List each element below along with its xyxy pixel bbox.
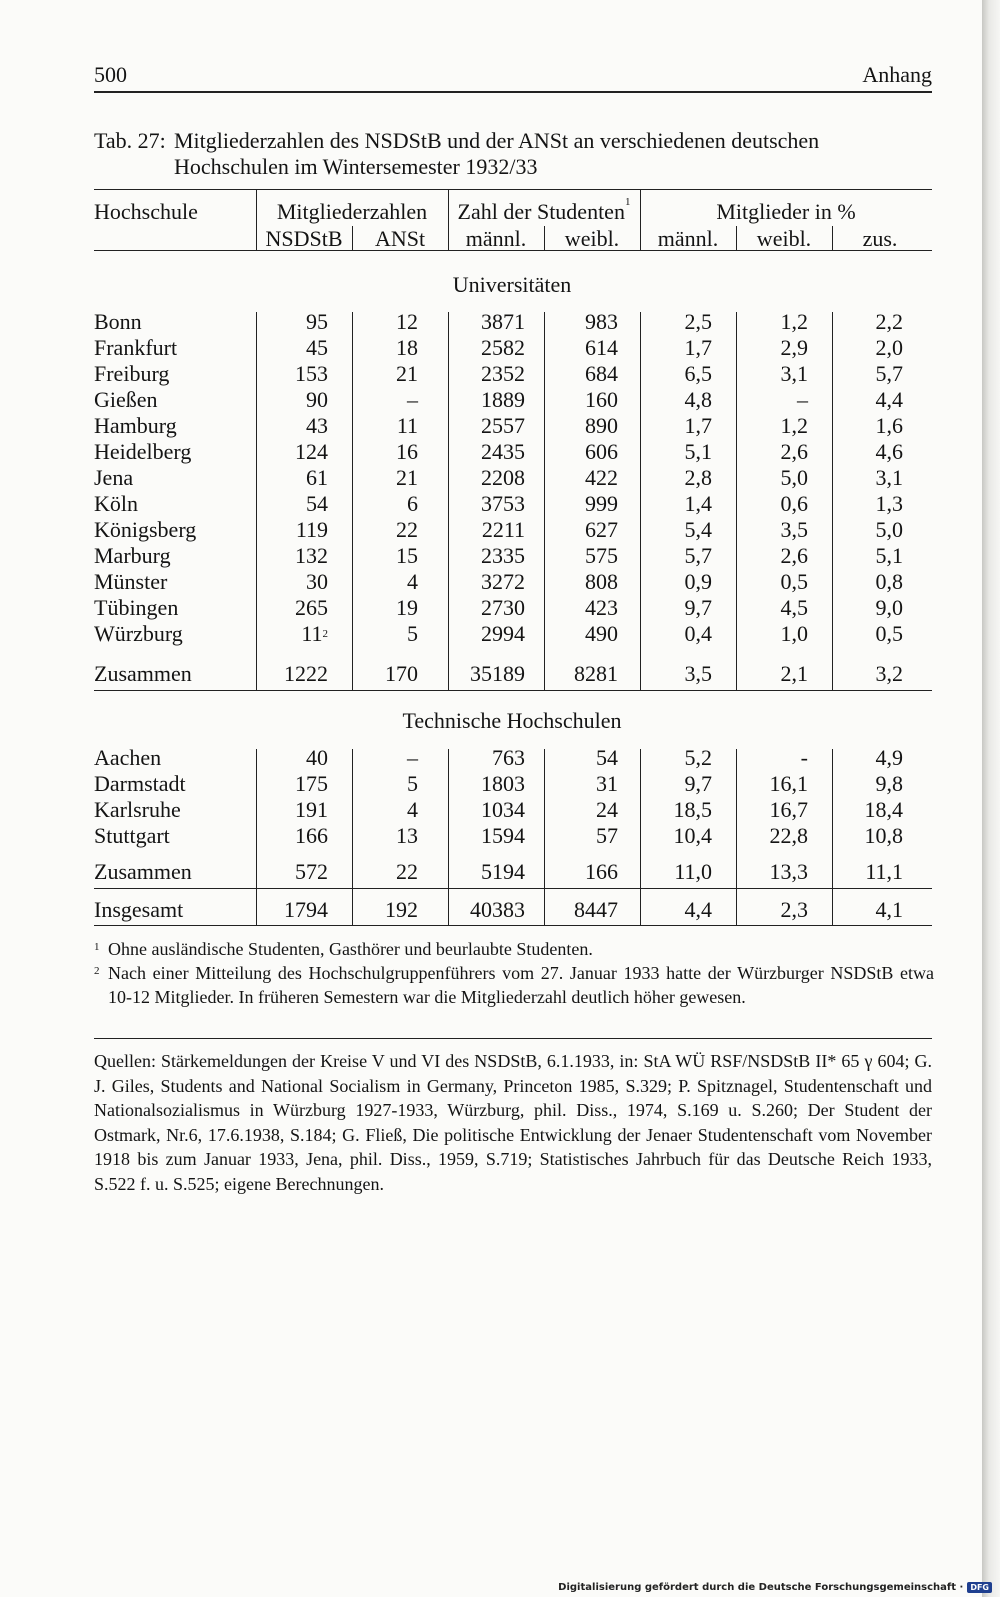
cell-pct-maennl: 9,7: [684, 771, 712, 796]
footnote-2: [94, 961, 934, 1009]
cell-studenten-weibl: 24: [596, 797, 618, 822]
cell-pct-weibl: 2,9: [780, 335, 808, 360]
cell-nsdstb: 119: [295, 517, 328, 542]
cell-anst: 4: [407, 797, 418, 822]
cell-anst: 12: [396, 309, 418, 334]
cell-nsdstb: 54: [306, 491, 328, 516]
cell-studenten-maennl: 35189: [470, 661, 525, 686]
cell-nsdstb: 572: [295, 859, 328, 884]
cell-pct-zus: 2,2: [875, 309, 903, 334]
cell-label: Zusammen: [94, 661, 192, 686]
cell-hochschule: Darmstadt: [94, 771, 186, 796]
cell-pct-weibl: 2,1: [780, 661, 808, 686]
cell-pct-weibl: 2,3: [780, 897, 808, 922]
cell-studenten-maennl: 2335: [481, 543, 525, 568]
cell-anst: 21: [396, 465, 418, 490]
cell-nsdstb: 45: [306, 335, 328, 360]
running-title: Anhang: [862, 62, 932, 87]
table-row: [0, 595, 982, 621]
cell-anst: 22: [396, 517, 418, 542]
header-divider: [256, 190, 257, 250]
cell-pct-maennl: 6,5: [684, 361, 712, 386]
cell-anst: 170: [385, 661, 418, 686]
cell-anst: 18: [396, 335, 418, 360]
table-row: [0, 517, 982, 543]
cell-studenten-weibl: 31: [596, 771, 618, 796]
cell-hochschule: Hamburg: [94, 413, 177, 438]
footnote-mark: 2: [94, 965, 100, 977]
cell-studenten-maennl: 2208: [481, 465, 525, 490]
cell-studenten-maennl: 1034: [481, 797, 525, 822]
credit-text: Digitalisierung gefördert durch die Deutsche Forschungsgemeinschaft ·: [558, 1582, 964, 1593]
cell-pct-weibl: –: [797, 387, 808, 412]
cell-nsdstb-with-note: [248, 621, 328, 647]
cell-pct-zus: 5,1: [875, 543, 903, 568]
subheader-anst: ANSt: [374, 226, 426, 251]
footnote-text: Nach einer Mitteilung des Hochschulgruppenführers vom 27. Januar 1933 hatte der Würzburger NSDStB etwa 10-12 Mitglieder. In früheren Semestern war die Mitgliederzahl deutlich höher gewesen.: [108, 963, 934, 1007]
cell-studenten-maennl: 2557: [481, 413, 525, 438]
cell-nsdstb: 1222: [284, 661, 328, 686]
cell-anst: 16: [396, 439, 418, 464]
cell-pct-zus: 0,8: [875, 569, 903, 594]
cell-studenten-maennl: 2730: [481, 595, 525, 620]
cell-pct-weibl: 16,1: [769, 771, 808, 796]
cell-nsdstb: 90: [306, 387, 328, 412]
cell-pct-weibl: 2,6: [780, 439, 808, 464]
table-row: [0, 797, 982, 823]
cell-hochschule: Bonn: [94, 309, 142, 334]
cell-pct-zus: 3,1: [875, 465, 903, 490]
cell-pct-zus: 11,1: [865, 859, 903, 884]
cell-pct-maennl: 1,4: [684, 491, 712, 516]
cell-anst: 5: [407, 771, 418, 796]
column-group-prozent: Mitglieder in %: [716, 199, 856, 224]
header-divider: [352, 226, 353, 250]
sources-paragraph: Quellen: Stärkemeldungen der Kreise V und VI des NSDStB, 6.1.1933, in: StA WÜ RSF/NSDStB II* 65 γ 604; G. J. Giles, Students and National Socialism in Germany, Princeton 1985, S.329; P. Spitznagel, Studentenschaft und Nationalsozialismus in Würzburg 1927-1933, Würzburg, phil. Diss., 1974, S.169 u. S.260; Der Student der Ostmark, Nr.6, 17.6.1938, S.184; G. Fließ, Die politische Entwicklung der Jenaer Studentenschaft vom November 1918 bis zum Januar 1933, Jena, phil. Diss., 1959, S.719; Statistisches Jahrbuch für das Deutsche Reich 1933, S.522 f. u. S.525; eigene Berechnungen.: [94, 1051, 932, 1194]
cell-pct-weibl: 1,2: [780, 309, 808, 334]
cell-pct-maennl: 3,5: [684, 661, 712, 686]
cell-pct-weibl: 0,5: [780, 569, 808, 594]
cell-anst: –: [407, 387, 418, 412]
cell-hochschule: Köln: [94, 491, 138, 516]
cell-nsdstb: 11: [301, 621, 323, 646]
table-row: [0, 309, 982, 335]
cell-anst: 19: [396, 595, 418, 620]
section-title-technical: Technische Hochschulen: [402, 708, 622, 733]
cell-pct-maennl: 4,8: [684, 387, 712, 412]
cell-anst: 4: [407, 569, 418, 594]
subheader-nsdstb: NSDStB: [265, 226, 343, 251]
cell-pct-weibl: 5,0: [780, 465, 808, 490]
cell-pct-maennl: 5,7: [684, 543, 712, 568]
table-top-rule: [94, 189, 932, 190]
cell-studenten-maennl: 1803: [481, 771, 525, 796]
cell-nsdstb: 124: [295, 439, 328, 464]
header-divider: [640, 190, 641, 250]
caption-line-1: Mitgliederzahlen des NSDStB und der ANSt an verschiedenen deutschen: [174, 128, 820, 153]
cell-studenten-weibl: 808: [585, 569, 618, 594]
cell-nsdstb: 175: [295, 771, 328, 796]
cell-pct-weibl: 4,5: [780, 595, 808, 620]
cell-pct-zus: 3,2: [875, 661, 903, 686]
cell-anst: 15: [396, 543, 418, 568]
cell-studenten-maennl: 763: [492, 745, 525, 770]
subheader-zus: zus.: [862, 226, 898, 251]
table-row: [0, 465, 982, 491]
cell-hochschule: Gießen: [94, 387, 158, 412]
cell-pct-zus: 4,4: [875, 387, 903, 412]
footnote-mark: 1: [94, 941, 100, 953]
cell-studenten-weibl: 606: [585, 439, 618, 464]
table-row: [0, 543, 982, 569]
cell-hochschule: Jena: [94, 465, 134, 490]
cell-anst: 5: [407, 621, 418, 646]
cell-studenten-maennl: 3871: [481, 309, 525, 334]
cell-studenten-weibl: 54: [596, 745, 618, 770]
cell-studenten-weibl: 890: [585, 413, 618, 438]
table-row: [0, 387, 982, 413]
cell-studenten-weibl: 160: [585, 387, 618, 412]
cell-label: Insgesamt: [94, 897, 184, 922]
cell-pct-zus: 5,7: [875, 361, 903, 386]
cell-hochschule: Stuttgart: [94, 823, 170, 848]
cell-pct-zus: 9,0: [875, 595, 903, 620]
footnote-1: [94, 937, 934, 961]
table-row: [0, 621, 982, 647]
cell-pct-maennl: 2,5: [684, 309, 712, 334]
cell-pct-weibl: 3,1: [780, 361, 808, 386]
digitization-credit: [558, 1582, 992, 1593]
subheader-weibl: weibl.: [564, 226, 620, 251]
cell-nsdstb: 265: [295, 595, 328, 620]
cell-pct-weibl: 13,3: [769, 859, 808, 884]
column-group-mitgliederzahlen: Mitgliederzahlen: [276, 199, 428, 224]
cell-studenten-maennl: 1594: [481, 823, 525, 848]
header-divider: [736, 226, 737, 250]
cell-studenten-maennl: 2582: [481, 335, 525, 360]
cell-anst: 6: [407, 491, 418, 516]
table-row: [0, 361, 982, 387]
cell-pct-weibl: 3,5: [780, 517, 808, 542]
header-divider: [448, 190, 449, 250]
cell-studenten-weibl: 627: [585, 517, 618, 542]
table-caption: [94, 128, 932, 180]
cell-pct-weibl: 1,2: [780, 413, 808, 438]
total-row-technical: [0, 859, 982, 885]
table-row: [0, 771, 982, 797]
cell-hochschule: Tübingen: [94, 595, 179, 620]
universities-section-rule: [94, 690, 932, 691]
cell-anst: 13: [396, 823, 418, 848]
footnote-ref: 2: [322, 628, 328, 640]
table-row: [0, 569, 982, 595]
cell-pct-maennl: 0,4: [684, 621, 712, 646]
cell-anst: 192: [385, 897, 418, 922]
cell-pct-zus: 4,6: [875, 439, 903, 464]
footnote-text: Ohne ausländische Studenten, Gasthörer und beurlaubte Studenten.: [108, 939, 593, 959]
sources-rule: [94, 1038, 932, 1039]
cell-pct-maennl: 0,9: [684, 569, 712, 594]
cell-pct-maennl: 18,5: [673, 797, 712, 822]
cell-hochschule: Frankfurt: [94, 335, 178, 360]
cell-pct-maennl: 2,8: [684, 465, 712, 490]
table-row: [0, 413, 982, 439]
caption-line-2: Hochschulen im Wintersemester 1932/33: [174, 154, 538, 179]
cell-pct-weibl: -: [800, 745, 808, 770]
cell-pct-maennl: 1,7: [684, 413, 712, 438]
cell-pct-maennl: 1,7: [684, 335, 712, 360]
table-row: [0, 491, 982, 517]
cell-studenten-weibl: 166: [585, 859, 618, 884]
cell-studenten-maennl: 3272: [481, 569, 525, 594]
cell-pct-zus: 4,9: [875, 745, 903, 770]
cell-nsdstb: 132: [295, 543, 328, 568]
cell-pct-maennl: 5,2: [684, 745, 712, 770]
cell-pct-weibl: 22,8: [769, 823, 808, 848]
subheader-maennl: männl.: [465, 226, 527, 251]
cell-studenten-weibl: 983: [585, 309, 618, 334]
cell-hochschule: Münster: [94, 569, 168, 594]
cell-pct-zus: 1,6: [875, 413, 903, 438]
subheader-weibl-pct: weibl.: [756, 226, 812, 251]
page-edge-shadow: [982, 0, 1000, 1597]
cell-pct-weibl: 2,6: [780, 543, 808, 568]
cell-pct-maennl: 9,7: [684, 595, 712, 620]
cell-hochschule: Karlsruhe: [94, 797, 181, 822]
cell-pct-zus: 9,8: [875, 771, 903, 796]
cell-studenten-maennl: 1889: [481, 387, 525, 412]
cell-hochschule: Aachen: [94, 745, 162, 770]
page-number: 500: [94, 62, 127, 87]
cell-pct-zus: 2,0: [875, 335, 903, 360]
cell-studenten-maennl: 3753: [481, 491, 525, 516]
cell-pct-zus: 18,4: [864, 797, 903, 822]
table-row: [0, 745, 982, 771]
cell-pct-weibl: 16,7: [769, 797, 808, 822]
column-group-studenten: Zahl der Studenten$^1$: [457, 196, 631, 224]
table-bottom-rule: [94, 925, 932, 926]
header-divider: [832, 226, 833, 250]
table-row: [0, 439, 982, 465]
cell-studenten-weibl: 684: [585, 361, 618, 386]
table-row: [0, 335, 982, 361]
cell-studenten-weibl: 490: [585, 621, 618, 646]
cell-nsdstb: 1794: [284, 897, 328, 922]
cell-nsdstb: 95: [306, 309, 328, 334]
cell-studenten-weibl: 614: [585, 335, 618, 360]
cell-studenten-maennl: 5194: [481, 859, 525, 884]
cell-nsdstb: 30: [306, 569, 328, 594]
cell-hochschule: Königsberg: [94, 517, 197, 542]
cell-anst: –: [407, 745, 418, 770]
cell-hochschule: Heidelberg: [94, 439, 192, 464]
cell-studenten-maennl: 2994: [481, 621, 525, 646]
cell-anst: 22: [396, 859, 418, 884]
cell-pct-maennl: 10,4: [673, 823, 712, 848]
cell-pct-zus: 0,5: [875, 621, 903, 646]
cell-pct-zus: 1,3: [875, 491, 903, 516]
cell-hochschule: Würzburg: [94, 621, 183, 646]
section-title-universities: Universitäten: [452, 272, 572, 297]
footnote-ref: 1: [624, 196, 631, 208]
cell-studenten-weibl: 422: [585, 465, 618, 490]
cell-studenten-weibl: 423: [585, 595, 618, 620]
cell-pct-maennl: 5,4: [684, 517, 712, 542]
cell-label: Zusammen: [94, 859, 192, 884]
cell-pct-weibl: 0,6: [780, 491, 808, 516]
cell-studenten-maennl: 40383: [470, 897, 525, 922]
cell-pct-weibl: 1,0: [780, 621, 808, 646]
cell-pct-maennl: 11,0: [674, 859, 712, 884]
cell-studenten-maennl: 2211: [481, 517, 525, 542]
cell-studenten-weibl: 8281: [574, 661, 618, 686]
cell-pct-maennl: 5,1: [684, 439, 712, 464]
technical-section-rule: [94, 888, 932, 889]
cell-studenten-weibl: 999: [585, 491, 618, 516]
column-header-hochschule: Hochschule: [94, 199, 198, 224]
cell-hochschule: Marburg: [94, 543, 171, 568]
cell-nsdstb: 166: [295, 823, 328, 848]
grand-total-row: [0, 897, 982, 923]
cell-studenten-maennl: 2352: [481, 361, 525, 386]
subheader-maennl-pct: männl.: [657, 226, 719, 251]
cell-nsdstb: 43: [306, 413, 328, 438]
cell-anst: 11: [396, 413, 418, 438]
header-rule: [94, 91, 932, 93]
cell-pct-zus: 4,1: [875, 897, 903, 922]
table-row: [0, 823, 982, 849]
cell-studenten-weibl: 8447: [574, 897, 618, 922]
cell-nsdstb: 191: [295, 797, 328, 822]
cell-studenten-maennl: 2435: [481, 439, 525, 464]
total-row-universities: [0, 661, 982, 687]
cell-nsdstb: 40: [306, 745, 328, 770]
cell-pct-zus: 5,0: [875, 517, 903, 542]
cell-hochschule: Freiburg: [94, 361, 170, 386]
cell-studenten-weibl: 57: [596, 823, 618, 848]
cell-nsdstb: 153: [295, 361, 328, 386]
caption-label: Tab. 27:: [94, 128, 166, 153]
cell-nsdstb: 61: [306, 465, 328, 490]
header-divider: [544, 226, 545, 250]
cell-pct-maennl: 4,4: [684, 897, 712, 922]
dfg-logo-icon: DFG: [967, 1582, 992, 1593]
cell-studenten-weibl: 575: [585, 543, 618, 568]
cell-anst: 21: [396, 361, 418, 386]
cell-pct-zus: 10,8: [864, 823, 903, 848]
